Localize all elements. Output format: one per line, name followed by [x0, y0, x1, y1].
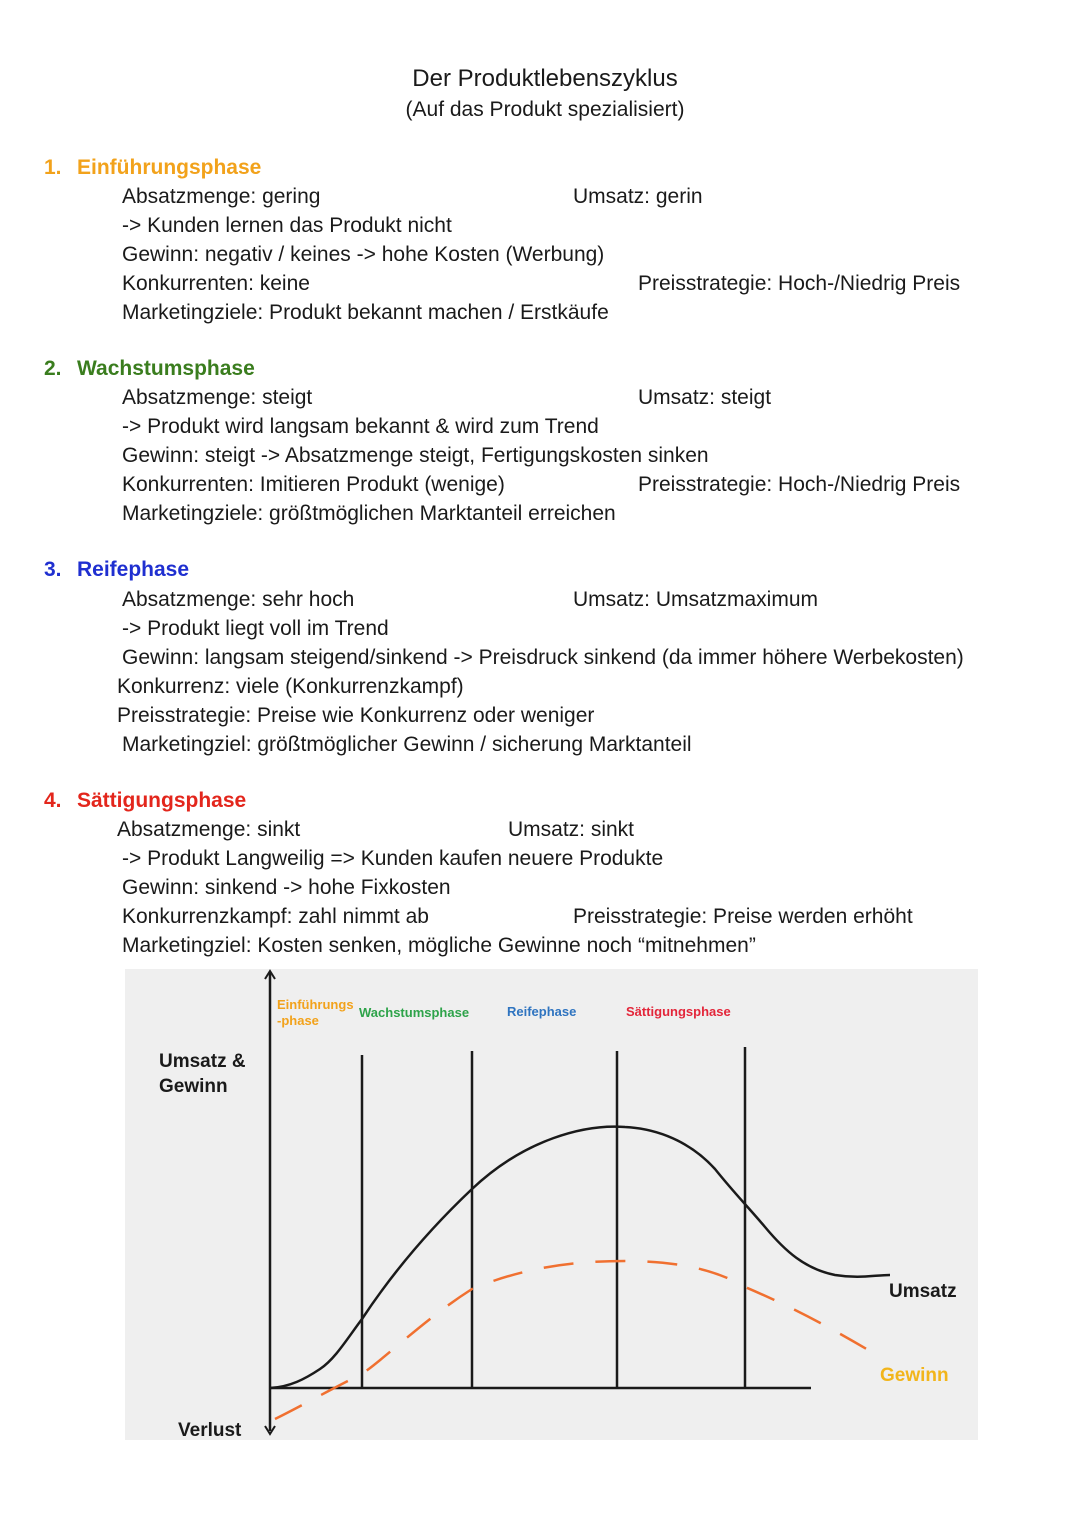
section-heading-reifephase	[44, 557, 189, 583]
text-line-right: Preisstrategie: Hoch-/Niedrig Preis	[638, 473, 961, 496]
y-axis-label-line1: Umsatz &	[159, 1051, 246, 1072]
section-title: Einführungsphase	[77, 156, 262, 179]
section-heading-saettigungsphase	[44, 788, 246, 814]
text-line: Konkurrenten: keine	[122, 272, 310, 295]
text-line: Marketingziel: größtmöglicher Gewinn / sicherung Marktanteil	[122, 733, 692, 756]
text-line: Preisstrategie: Preise wie Konkurrenz oder weniger	[117, 704, 595, 727]
text-line: Marketingziele: Produkt bekannt machen / Erstkäufe	[122, 301, 609, 324]
text-line-right: Umsatz: gerin	[573, 185, 703, 208]
text-line: Konkurrenzkampf: zahl nimmt ab	[122, 905, 429, 928]
text-line-right: Umsatz: sinkt	[508, 818, 635, 841]
loss-label: Verlust	[178, 1420, 242, 1440]
text-line-right: Umsatz: Umsatzmaximum	[573, 588, 819, 611]
page-subtitle: (Auf das Produkt spezialisiert)	[405, 98, 685, 121]
text-line: Gewinn: negativ / keines -> hohe Kosten (Werbung)	[122, 243, 605, 266]
text-line: -> Produkt Langweilig => Kunden kaufen neuere Produkte	[122, 847, 664, 870]
section-title: Reifephase	[77, 558, 190, 581]
section-title: Wachstumsphase	[77, 357, 255, 380]
phase-label-wachstum: Wachstumsphase	[359, 1005, 470, 1020]
section-number: 1.	[44, 156, 62, 179]
text-line: Absatzmenge: steigt	[122, 386, 313, 409]
lifecycle-diagram-svg	[125, 969, 978, 1440]
text-line: Konkurrenz: viele (Konkurrenzkampf)	[117, 675, 464, 698]
text-line: -> Produkt wird langsam bekannt & wird zum Trend	[122, 415, 599, 438]
text-line: Gewinn: langsam steigend/sinkend -> Preisdruck sinkend (da immer höhere Werbekosten)	[122, 646, 964, 669]
text-line-right: Preisstrategie: Preise werden erhöht	[573, 905, 913, 928]
section-number: 4.	[44, 789, 62, 812]
text-line: Gewinn: sinkend -> hohe Fixkosten	[122, 876, 451, 899]
phase-label-einfuehrung-line1: Einführungs	[277, 997, 354, 1012]
text-line: Absatzmenge: sinkt	[117, 818, 301, 841]
text-line: Absatzmenge: sehr hoch	[122, 588, 355, 611]
gewinn-curve	[275, 1261, 880, 1419]
section-heading-einfuehrungsphase	[44, 155, 261, 181]
text-line: -> Produkt liegt voll im Trend	[122, 617, 389, 640]
phase-label-reife: Reifephase	[507, 1004, 577, 1019]
text-line: Marketingziel: Kosten senken, mögliche Gewinne noch “mitnehmen”	[122, 934, 756, 957]
y-axis-label-line2: Gewinn	[159, 1076, 228, 1097]
section-title: Sättigungsphase	[77, 789, 247, 812]
phase-label-einfuehrung-line2: -phase	[277, 1013, 319, 1028]
curve-label-umsatz: Umsatz	[889, 1281, 957, 1302]
section-number: 3.	[44, 558, 62, 581]
text-line: Marketingziele: größtmöglichen Marktanteil erreichen	[122, 502, 616, 525]
text-line: Absatzmenge: gering	[122, 185, 321, 208]
curve-label-gewinn: Gewinn	[880, 1365, 949, 1386]
section-number: 2.	[44, 357, 62, 380]
section-heading-wachstumsphase	[44, 356, 255, 382]
page-title: Der Produktlebenszyklus	[412, 65, 678, 92]
text-line-right: Preisstrategie: Hoch-/Niedrig Preis	[638, 272, 961, 295]
phase-label-saettigung: Sättigungsphase	[626, 1004, 731, 1019]
text-line-right: Umsatz: steigt	[638, 386, 772, 409]
text-line: Konkurrenten: Imitieren Produkt (wenige)	[122, 473, 505, 496]
text-line: Gewinn: steigt -> Absatzmenge steigt, Fertigungskosten sinken	[122, 444, 709, 467]
lifecycle-diagram	[125, 969, 978, 1440]
text-line: -> Kunden lernen das Produkt nicht	[122, 214, 452, 237]
